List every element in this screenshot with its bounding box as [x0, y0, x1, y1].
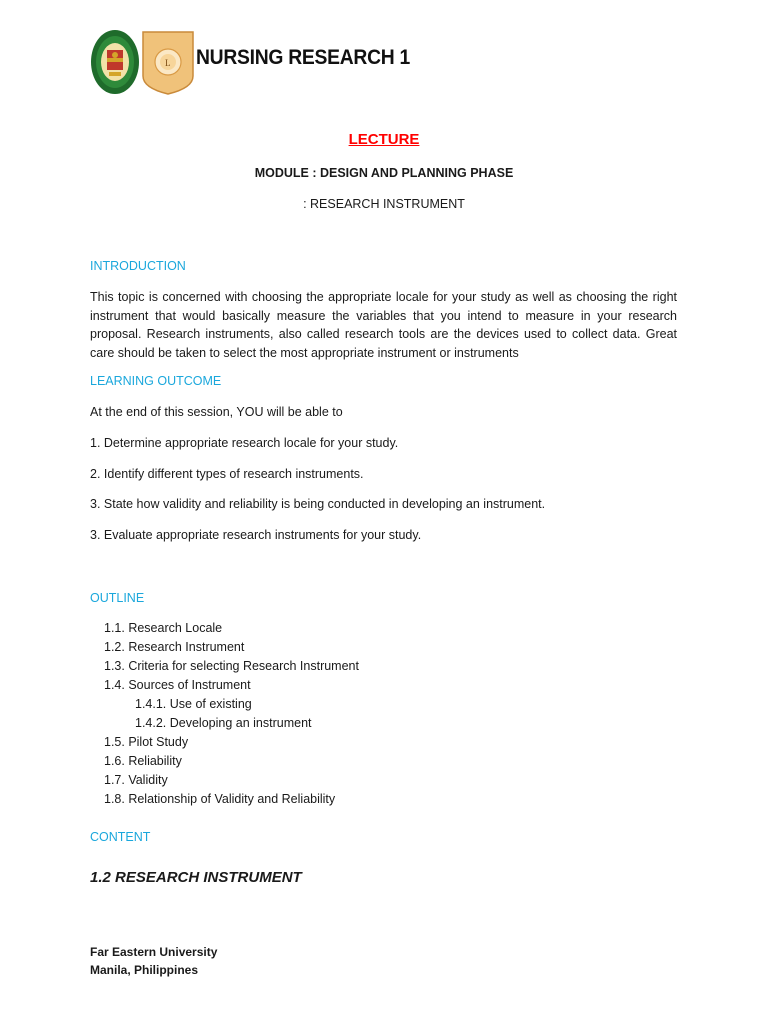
outline-item: 1.2. Research Instrument: [104, 640, 245, 654]
footer-location: Manila, Philippines: [90, 963, 199, 977]
outline-item: 1.7. Validity: [104, 773, 168, 787]
course-title: NURSING RESEARCH 1: [196, 46, 411, 69]
learning-outcome-item: 2. Identify different types of research instruments.: [90, 467, 364, 481]
introduction-text: This topic is concerned with choosing the appropriate locale for your study as well as choosing the right instrument that would basically measure the variables that you intend to measure in your research proposal. Research instruments, also called research tools are the devices used to collect data. Great care should be taken to select the most appropriate instrument or instruments: [90, 290, 677, 360]
university-seal-logo: [91, 30, 139, 94]
outline-item: 1.1. Research Locale: [104, 621, 223, 635]
outline-heading: OUTLINE: [90, 591, 145, 605]
sub-module-line: : RESEARCH INSTRUMENT: [303, 197, 465, 211]
footer-university: Far Eastern University: [90, 945, 218, 959]
outline-item: 1.6. Reliability: [104, 754, 182, 768]
outline-subitem: 1.4.1. Use of existing: [135, 697, 252, 711]
learning-outcome-item: 3. Evaluate appropriate research instruments for your study.: [90, 528, 422, 542]
learning-outcome-item: 3. State how validity and reliability is being conducted in developing an instrument.: [90, 497, 546, 511]
content-section-title: 1.2 RESEARCH INSTRUMENT: [90, 869, 302, 886]
svg-text:L: L: [165, 58, 171, 68]
outline-item: 1.4. Sources of Instrument: [104, 678, 251, 692]
introduction-heading: INTRODUCTION: [90, 259, 186, 273]
outline-item: 1.5. Pilot Study: [104, 735, 189, 749]
learning-outcome-item: 1. Determine appropriate research locale for your study.: [90, 436, 399, 450]
outline-subitem: 1.4.2. Developing an instrument: [135, 716, 312, 730]
learning-outcome-intro: At the end of this session, YOU will be able to: [90, 405, 343, 419]
outline-item: 1.3. Criteria for selecting Research Instrument: [104, 659, 359, 673]
department-shield-logo: [143, 32, 193, 94]
lecture-title: LECTURE: [348, 131, 420, 148]
outline-item: 1.8. Relationship of Validity and Reliability: [104, 792, 336, 806]
header-logos: [89, 28, 195, 96]
logo-group: [89, 28, 195, 96]
content-heading: CONTENT: [90, 830, 151, 844]
module-line: MODULE : DESIGN AND PLANNING PHASE: [254, 166, 514, 180]
learning-outcome-heading: LEARNING OUTCOME: [90, 374, 222, 388]
